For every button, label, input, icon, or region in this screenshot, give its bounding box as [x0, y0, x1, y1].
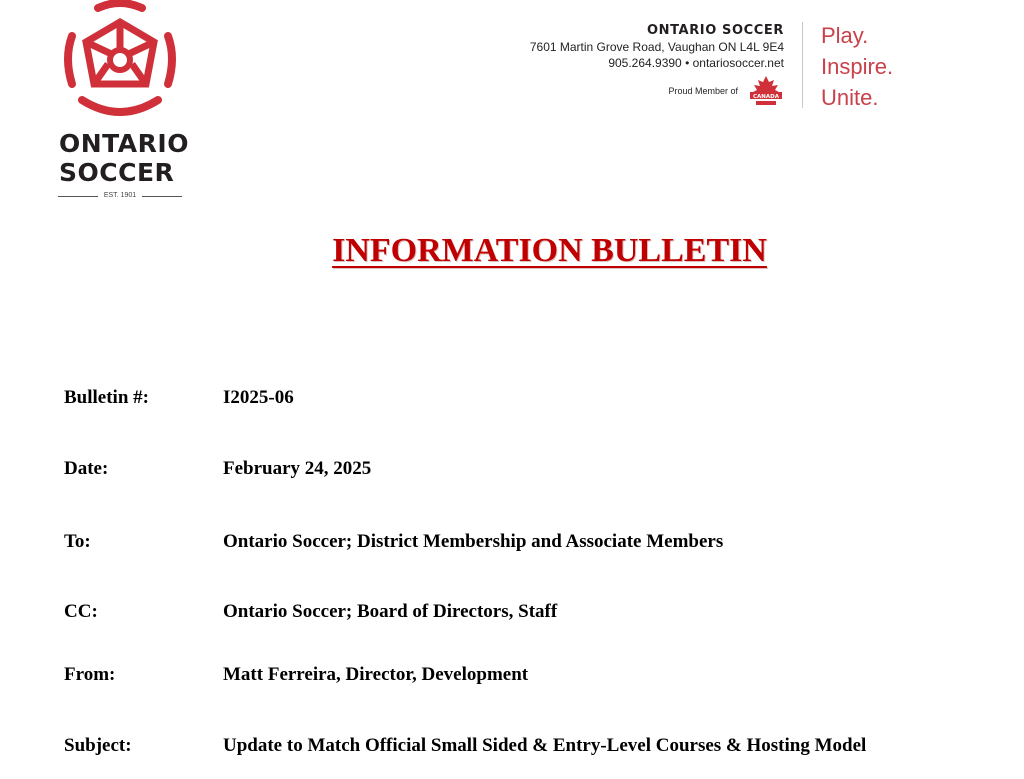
slogan-play: Play.	[821, 23, 869, 48]
logo-word-ontario: ONTARIO	[59, 129, 189, 158]
address: 7601 Martin Grove Road, Vaughan ON L4L 9E4	[529, 40, 784, 54]
member-row	[584, 74, 784, 108]
field-value-from: Matt Ferreira, Director, Development	[223, 664, 529, 685]
organization-name: ONTARIO SOCCER	[646, 23, 784, 38]
field-label-bulletin: Bulletin #:	[64, 387, 149, 408]
field-value-to: Ontario Soccer; District Membership and Associate Members	[223, 531, 724, 552]
canada-badge-text: CANADA	[753, 94, 779, 100]
logo-est-text: EST. 1901	[103, 192, 137, 199]
slogan	[821, 20, 893, 113]
field-value-date: February 24, 2025	[223, 458, 372, 479]
field-label-date: Date:	[64, 458, 109, 479]
soccer-ball-icon	[58, 0, 182, 128]
letterhead-divider	[802, 22, 803, 108]
phone-website: 905.264.9390 • ontariosoccer.net	[608, 56, 784, 70]
slogan-inspire: Inspire.	[821, 54, 894, 79]
field-value-subject: Update to Match Official Small Sided & Entry-Level Courses & Hosting Model	[223, 735, 867, 756]
field-label-cc: CC:	[64, 601, 98, 622]
field-value-bulletin: I2025-06	[223, 387, 294, 408]
member-text: Proud Member of	[668, 86, 738, 96]
slogan-unite: Unite.	[821, 85, 879, 110]
logo-word-soccer: SOCCER	[59, 158, 175, 187]
field-label-to: To:	[64, 531, 91, 552]
field-label-subject: Subject:	[64, 735, 132, 756]
canada-soccer-badge-icon	[748, 74, 784, 108]
field-label-from: From:	[64, 664, 116, 685]
logo-est	[58, 190, 182, 202]
field-value-cc: Ontario Soccer; Board of Directors, Staff	[223, 601, 558, 622]
document-title: INFORMATION BULLETIN	[332, 232, 767, 269]
ontario-soccer-logo	[58, 0, 189, 202]
letterhead-contact	[529, 22, 784, 100]
